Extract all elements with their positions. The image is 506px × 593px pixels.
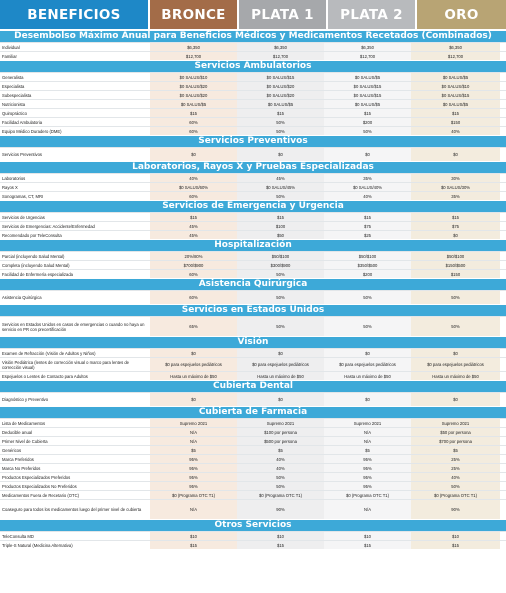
table-row: [0, 290, 506, 304]
row-value: 95%: [324, 464, 411, 472]
row-value: $10: [150, 532, 237, 540]
table-row: [0, 499, 506, 519]
row-value: 50%: [411, 482, 500, 490]
table-row: [0, 436, 506, 445]
table-row: [0, 427, 506, 436]
row-value: 40%: [150, 174, 237, 182]
table-row: [0, 173, 506, 182]
row-value: $15: [150, 109, 237, 117]
section-title: Servicios de Emergencia y Urgencia: [0, 200, 506, 212]
row-label: Rayos X: [0, 183, 150, 191]
row-label: Completa (incluyendo Salud Mental): [0, 261, 150, 269]
table-row: [0, 490, 506, 499]
row-value: $0 SALUS/$20: [237, 91, 324, 99]
row-value: N/A: [150, 428, 237, 436]
row-value: $50 por persona: [411, 428, 500, 436]
row-value: 60%: [150, 270, 237, 278]
row-value: $0 SALUS/$5: [324, 100, 411, 108]
row-value: $15: [237, 109, 324, 117]
row-value: 50%: [324, 291, 411, 304]
row-value: $0 SALUS/$20: [237, 82, 324, 90]
row-value: $0 SALUS/$15: [324, 91, 411, 99]
row-value: $300/$900: [237, 261, 324, 269]
row-value: $150: [411, 270, 500, 278]
row-value: 60%: [150, 127, 237, 135]
row-value: $200: [324, 270, 411, 278]
table-row: [0, 371, 506, 380]
row-value: 50%: [324, 317, 411, 336]
row-value: $0 SALUS/$15: [411, 91, 500, 99]
row-value: 50%: [411, 291, 500, 304]
table-row: [0, 221, 506, 230]
row-value: $15: [150, 541, 237, 549]
row-value: $15: [324, 541, 411, 549]
row-value: $0 SALUS/$15: [324, 82, 411, 90]
row-value: $5: [411, 446, 500, 454]
table-row: [0, 117, 506, 126]
section-title: Visión: [0, 336, 506, 348]
table-row: [0, 126, 506, 135]
row-value: 20%/80%: [150, 252, 237, 260]
row-label: Facilidad de Enfermería especializada: [0, 270, 150, 278]
row-label: Generalista: [0, 73, 150, 81]
row-value: $0: [150, 349, 237, 357]
row-value: 50%: [237, 317, 324, 336]
table-row: [0, 454, 506, 463]
table-row: [0, 392, 506, 406]
row-label: Productos Especializados No Preferidos: [0, 482, 150, 490]
table-row: [0, 260, 506, 269]
row-value: $0 SALUS/45%: [237, 183, 324, 191]
row-label: Servicios de Emergencias: Accidente/Enfermedad: [0, 222, 150, 230]
row-value: $5: [150, 446, 237, 454]
row-value: 50%: [324, 127, 411, 135]
row-value: Hasta un máximo de $50: [150, 372, 237, 380]
row-label: Nutricionista: [0, 100, 150, 108]
row-value: $700/$900: [150, 261, 237, 269]
header-bronze: BRONCE: [150, 0, 237, 29]
table-row: [0, 269, 506, 278]
header-silver-2: PLATA 2: [328, 0, 415, 29]
row-value: 25%: [411, 455, 500, 463]
row-value: N/A: [150, 500, 237, 519]
row-value: $15: [411, 109, 500, 117]
row-value: $12,700: [237, 52, 324, 60]
table-row: [0, 72, 506, 81]
row-label: Primer Nivel de Cubierta: [0, 437, 150, 445]
row-value: $6,350: [411, 43, 500, 51]
row-value: $15: [150, 213, 237, 221]
row-value: $75: [411, 222, 500, 230]
table-row: [0, 445, 506, 454]
row-value: $0 SALUS/$5: [324, 73, 411, 81]
row-value: $50/$100: [411, 252, 500, 260]
row-value: $0 (Programa OTC T1): [237, 491, 324, 499]
row-value: $15: [411, 213, 500, 221]
row-value: 95%: [324, 482, 411, 490]
row-value: $0 para espejuelos pediátricos: [237, 358, 324, 371]
table-row: [0, 212, 506, 221]
row-label: Laboratorios: [0, 174, 150, 182]
table-row: [0, 81, 506, 90]
row-value: 60%: [150, 192, 237, 200]
row-value: 40%: [237, 455, 324, 463]
section-title: Hospitalización: [0, 239, 506, 251]
row-label: Diagnóstico y Preventivo: [0, 393, 150, 406]
row-value: 60%: [150, 291, 237, 304]
row-value: Supremo 2021: [237, 419, 324, 427]
row-value: 90%: [237, 500, 324, 519]
row-label: Medicamentos Fuera de Recetario (OTC): [0, 491, 150, 499]
header-benefits: BENEFICIOS: [0, 0, 148, 29]
row-value: $0 (Programa OTC T1): [150, 491, 237, 499]
row-value: N/A: [324, 500, 411, 519]
table-row: [0, 463, 506, 472]
row-value: 95%: [324, 473, 411, 481]
row-value: $6,350: [150, 43, 237, 51]
row-value: $0 SALUS/$5: [411, 73, 500, 81]
section-title: Servicios Preventivos: [0, 135, 506, 147]
row-value: $6,350: [237, 43, 324, 51]
row-value: $0: [324, 393, 411, 406]
row-value: 50%: [237, 270, 324, 278]
row-value: $0: [411, 349, 500, 357]
row-value: 50%: [237, 473, 324, 481]
row-value: $15: [237, 213, 324, 221]
header-silver-1: PLATA 1: [239, 0, 326, 29]
row-value: 35%: [411, 192, 500, 200]
row-value: $50/$100: [324, 252, 411, 260]
row-label: Facilidad Ambulatoria: [0, 118, 150, 126]
row-value: 50%: [237, 291, 324, 304]
table-row: [0, 418, 506, 427]
row-label: Subespecialista: [0, 91, 150, 99]
row-label: Marca No Preferidos: [0, 464, 150, 472]
table-row: [0, 230, 506, 239]
row-value: $0: [150, 393, 237, 406]
row-value: $0 SALUS/$5: [237, 100, 324, 108]
row-value: $100: [237, 222, 324, 230]
row-value: $10: [411, 532, 500, 540]
row-label: Productos Especializados Preferidos: [0, 473, 150, 481]
section-title: Otros Servicios: [0, 519, 506, 531]
row-value: $0 para espejuelos pediátricos: [411, 358, 500, 371]
table-row: [0, 316, 506, 336]
row-label: Quiropráctico: [0, 109, 150, 117]
row-value: N/A: [324, 428, 411, 436]
row-label: Examen de Refracción (Visión de Adultos y Niños): [0, 349, 150, 357]
table-row: [0, 108, 506, 117]
row-value: $10: [237, 532, 324, 540]
row-value: Supremo 2021: [324, 419, 411, 427]
row-value: $50/$100: [237, 252, 324, 260]
row-value: $0 SALUS/30%: [411, 183, 500, 191]
table-row: [0, 348, 506, 357]
row-value: $200: [324, 118, 411, 126]
row-value: $0 (Programa OTC T1): [411, 491, 500, 499]
table-row: [0, 357, 506, 371]
row-value: $5: [237, 446, 324, 454]
row-value: $12,700: [150, 52, 237, 60]
row-value: N/A: [324, 437, 411, 445]
row-value: 60%: [150, 118, 237, 126]
row-value: $0: [411, 393, 500, 406]
row-value: $0 SALUS/$5: [150, 100, 237, 108]
row-value: 50%: [237, 482, 324, 490]
row-value: $75: [324, 222, 411, 230]
row-value: $5: [324, 446, 411, 454]
row-value: $0: [237, 393, 324, 406]
row-label: Genéricos: [0, 446, 150, 454]
row-value: Hasta un máximo de $50: [324, 372, 411, 380]
row-value: $0: [324, 349, 411, 357]
row-value: 50%: [237, 127, 324, 135]
row-value: $15: [237, 541, 324, 549]
row-label: Visión Pediátrica (lentes de corrección visual o marco para lentes de corrección visual): [0, 358, 150, 371]
row-value: 50%: [411, 317, 500, 336]
table-row: [0, 251, 506, 260]
row-value: 95%: [150, 482, 237, 490]
table-row: [0, 51, 506, 60]
row-value: $15: [324, 213, 411, 221]
row-value: 50%: [237, 118, 324, 126]
row-value: $0 SALUS/$20: [150, 91, 237, 99]
row-value: $6,350: [324, 43, 411, 51]
row-value: $0 SALUS/$10: [150, 73, 237, 81]
row-value: 35%: [324, 174, 411, 182]
table-row: [0, 182, 506, 191]
row-value: $0 SALUS/60%: [150, 183, 237, 191]
header-gold: ORO: [417, 0, 506, 29]
row-value: $500 por persona: [237, 437, 324, 445]
row-value: $0: [411, 231, 500, 239]
row-label: TeleConsulta MD: [0, 532, 150, 540]
row-value: $150: [411, 118, 500, 126]
table-row: [0, 481, 506, 490]
row-value: Supremo 2021: [411, 419, 500, 427]
section-title: Cubierta Dental: [0, 380, 506, 392]
row-label: Servicios en Estados Unidos en casos de emergencias o cuando no haya un servicio en PR con precertificación: [0, 317, 150, 336]
row-value: N/A: [150, 437, 237, 445]
row-value: 45%: [150, 222, 237, 230]
row-label: Lista de Medicamentos: [0, 419, 150, 427]
section-title: Cubierta de Farmacia: [0, 406, 506, 418]
table-row: [0, 472, 506, 481]
row-value: $0 para espejuelos pediátricos: [324, 358, 411, 371]
table-row: [0, 191, 506, 200]
row-value: $15: [324, 109, 411, 117]
row-value: $150/$500: [411, 261, 500, 269]
row-value: 45%: [150, 231, 237, 239]
row-value: 95%: [150, 473, 237, 481]
row-value: Supremo 2021: [150, 419, 237, 427]
table-row: [0, 90, 506, 99]
row-value: 40%: [237, 464, 324, 472]
row-value: $0 (Programa OTC T1): [324, 491, 411, 499]
row-value: $700 por persona: [411, 437, 500, 445]
table-row: [0, 99, 506, 108]
row-label: Marca Preferidos: [0, 455, 150, 463]
table-row: [0, 147, 506, 161]
row-value: $0: [324, 148, 411, 161]
table-body: [0, 30, 506, 549]
row-value: 40%: [411, 473, 500, 481]
row-value: 25%: [411, 464, 500, 472]
row-label: Familiar: [0, 52, 150, 60]
section-title: Servicios Ambulatorios: [0, 60, 506, 72]
row-value: $10: [324, 532, 411, 540]
row-value: $0 SALUS/$20: [150, 82, 237, 90]
row-value: $12,700: [411, 52, 500, 60]
row-label: Individual: [0, 43, 150, 51]
row-value: $12,700: [324, 52, 411, 60]
row-value: $0: [150, 148, 237, 161]
row-label: Recomendado por TeleConsulta: [0, 231, 150, 239]
row-value: $15: [411, 541, 500, 549]
row-value: 40%: [411, 127, 500, 135]
row-value: $100 por persona: [237, 428, 324, 436]
table-row: [0, 531, 506, 540]
row-value: 30%: [411, 174, 500, 182]
row-label: Equipo Médico Duradero (DME): [0, 127, 150, 135]
row-label: Servicios de Urgencias: [0, 213, 150, 221]
row-label: Coaseguro para todos los medicamentos luego del primer nivel de cubierta: [0, 500, 150, 519]
row-value: 50%: [237, 192, 324, 200]
row-label: Espejuelos o Lentes de Contacto para Adultos: [0, 372, 150, 380]
table-row: [0, 540, 506, 549]
row-value: $0: [411, 148, 500, 161]
row-value: Hasta un máximo de $50: [237, 372, 324, 380]
row-value: $25: [324, 231, 411, 239]
row-value: 95%: [324, 455, 411, 463]
row-label: Servicios Preventivos: [0, 148, 150, 161]
row-value: Hasta un máximo de $50: [411, 372, 500, 380]
table-header: [0, 0, 506, 29]
section-title: Desembolso Máximo Anual para Beneficios Médicos y Medicamentos Recetados (Combinados): [0, 30, 506, 42]
row-value: 95%: [150, 455, 237, 463]
row-value: $0 SALUS/$5: [411, 100, 500, 108]
section-title: Asistencia Quirúrgica: [0, 278, 506, 290]
row-value: $0 SALUS/$15: [237, 73, 324, 81]
row-label: Parcial (incluyendo Salud Mental): [0, 252, 150, 260]
row-value: 65%: [150, 317, 237, 336]
row-value: $0: [237, 148, 324, 161]
row-value: 90%: [411, 500, 500, 519]
row-value: $0: [237, 349, 324, 357]
row-value: $0 SALUS/40%: [324, 183, 411, 191]
section-title: Servicios en Estados Unidos: [0, 304, 506, 316]
row-label: Asistencia Quirúrgica: [0, 291, 150, 304]
row-label: Deducible anual: [0, 428, 150, 436]
row-value: 95%: [150, 464, 237, 472]
row-label: Especialista: [0, 82, 150, 90]
row-label: Triple-S Natural (Medicina Alternativa): [0, 541, 150, 549]
row-value: 45%: [237, 174, 324, 182]
row-label: Sonogramas, CT, MRI: [0, 192, 150, 200]
section-title: Laboratorios, Rayos X y Pruebas Especializadas: [0, 161, 506, 173]
row-value: 40%: [324, 192, 411, 200]
table-row: [0, 42, 506, 51]
row-value: $0 SALUS/$10: [411, 82, 500, 90]
row-value: $0 para espejuelos pediátricos: [150, 358, 237, 371]
row-value: $350/$500: [324, 261, 411, 269]
row-value: $50: [237, 231, 324, 239]
